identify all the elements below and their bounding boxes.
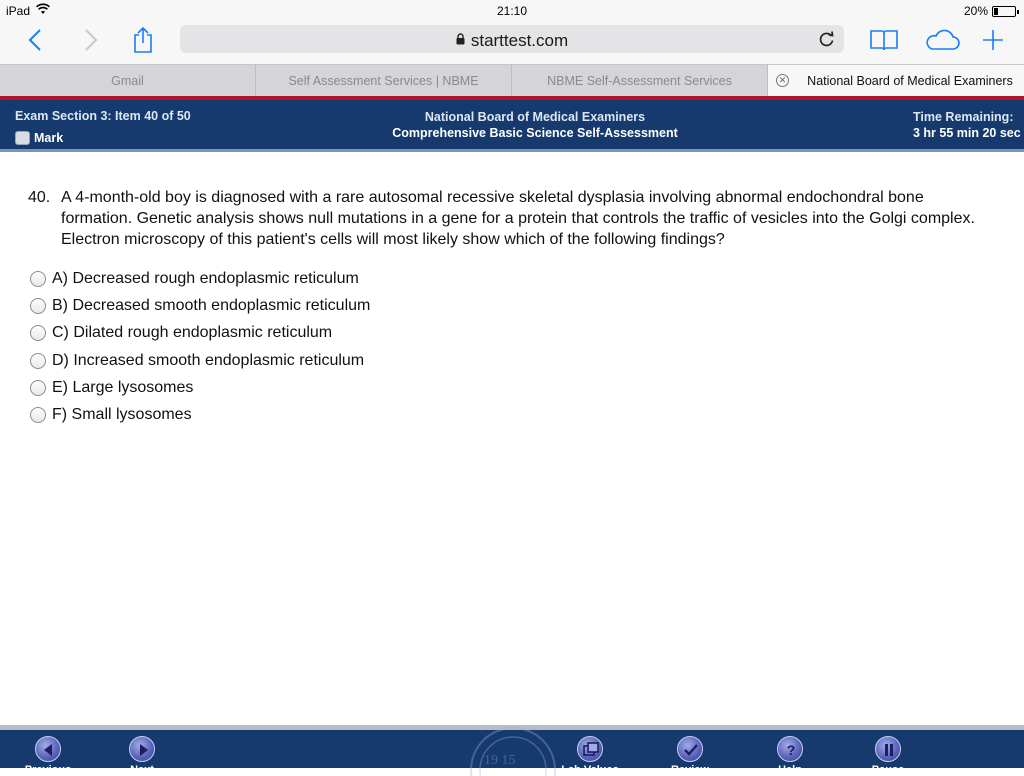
close-tab-icon[interactable]: ✕: [776, 74, 789, 87]
lab-values-button[interactable]: [560, 736, 620, 776]
radio-icon[interactable]: [30, 380, 46, 396]
review-icon: [677, 736, 703, 762]
previous-label: Previous: [24, 764, 72, 776]
question-number: 40.: [28, 189, 51, 206]
tab-label: Gmail: [111, 73, 144, 88]
pause-icon: [875, 736, 901, 762]
option-label: E) Large lysosomes: [52, 378, 194, 396]
review-label: Review: [671, 764, 709, 776]
next-icon: [129, 736, 155, 762]
lab-values-icon: [577, 736, 603, 762]
icloud-tabs-icon[interactable]: [920, 22, 964, 58]
device-name: iPad: [6, 4, 31, 18]
option-label: F) Small lysosomes: [52, 406, 192, 424]
time-remaining: [913, 109, 1021, 141]
next-button[interactable]: [112, 736, 172, 776]
pause-label: Pause: [871, 764, 905, 776]
tab-label: Self Assessment Services | NBME: [288, 73, 479, 88]
previous-button[interactable]: [18, 736, 78, 776]
share-icon[interactable]: [128, 22, 158, 58]
radio-icon[interactable]: [30, 298, 46, 314]
help-icon: [777, 736, 803, 762]
radio-icon[interactable]: [30, 325, 46, 341]
option-c[interactable]: [30, 320, 370, 347]
url-text: starttest.com: [470, 31, 569, 50]
assessment-name: Comprehensive Basic Science Self-Assessment: [392, 126, 678, 140]
tab-bar: [0, 64, 1024, 96]
option-e[interactable]: [30, 374, 370, 401]
seal-year: 19 15: [484, 753, 516, 768]
checkbox-icon: [15, 131, 30, 145]
option-a[interactable]: [30, 265, 370, 292]
question: [28, 187, 988, 250]
time-remaining-value: 3 hr 55 min 20 sec: [913, 126, 1021, 140]
previous-icon: [35, 736, 61, 762]
forward-icon[interactable]: [78, 22, 104, 58]
battery-icon: [992, 6, 1016, 17]
exam-footer: [0, 730, 1024, 776]
time-remaining-label: Time Remaining:: [913, 110, 1014, 124]
next-label: Next: [130, 764, 154, 776]
new-tab-icon[interactable]: [978, 22, 1008, 58]
lock-icon: [456, 30, 465, 50]
radio-icon[interactable]: [30, 271, 46, 287]
pause-button[interactable]: [858, 736, 918, 776]
option-label: B) Decreased smooth endoplasmic reticulum: [52, 296, 371, 314]
back-icon[interactable]: [22, 22, 48, 58]
svg-text:?: ?: [786, 742, 796, 758]
mark-label: Mark: [34, 131, 64, 145]
reload-icon[interactable]: [816, 28, 838, 50]
radio-icon[interactable]: [30, 407, 46, 423]
option-f[interactable]: [30, 401, 370, 428]
tab-self-assessment-services[interactable]: [256, 65, 512, 96]
option-label: A) Decreased rough endoplasmic reticulum: [52, 269, 359, 287]
clock: 21:10: [496, 4, 528, 18]
tab-gmail[interactable]: [0, 65, 256, 96]
tab-national-board[interactable]: [768, 65, 1024, 96]
tab-label: NBME Self-Assessment Services: [547, 73, 732, 88]
browser-toolbar: [0, 22, 1024, 64]
answer-options: [30, 265, 370, 429]
exam-header: [0, 96, 1024, 152]
address-bar[interactable]: [180, 25, 844, 53]
mark-checkbox[interactable]: [15, 131, 63, 145]
help-button[interactable]: [760, 736, 820, 776]
review-button[interactable]: [660, 736, 720, 776]
radio-icon[interactable]: [30, 353, 46, 369]
battery-percent: 20%: [963, 4, 988, 18]
option-b[interactable]: [30, 292, 370, 319]
lab-values-label: Lab Values: [561, 764, 619, 776]
option-label: D) Increased smooth endoplasmic reticulum: [52, 351, 365, 369]
org-name: National Board of Medical Examiners: [424, 110, 646, 124]
help-label: Help: [778, 764, 802, 776]
option-label: C) Dilated rough endoplasmic reticulum: [52, 324, 333, 342]
bookmarks-icon[interactable]: [866, 22, 902, 58]
exam-section-label: Exam Section 3: Item 40 of 50: [15, 109, 191, 123]
ios-status-bar: [0, 0, 1024, 22]
option-d[interactable]: [30, 347, 370, 374]
exam-title: [300, 109, 770, 141]
nbme-seal-icon: [458, 730, 568, 768]
question-stem: A 4-month-old boy is diagnosed with a rare autosomal recessive skeletal dysplasia involving abnormal endochondral bone formation. Genetic analysis shows null mutations in a gene for a protein that controls the traffic of vesicles into the Golgi complex. Electron microscopy of this patient's cells will most likely show which of the following findings?: [61, 189, 975, 248]
tab-nbme-self-assessment[interactable]: [512, 65, 768, 96]
tab-label: National Board of Medical Examiners: [807, 73, 1013, 88]
